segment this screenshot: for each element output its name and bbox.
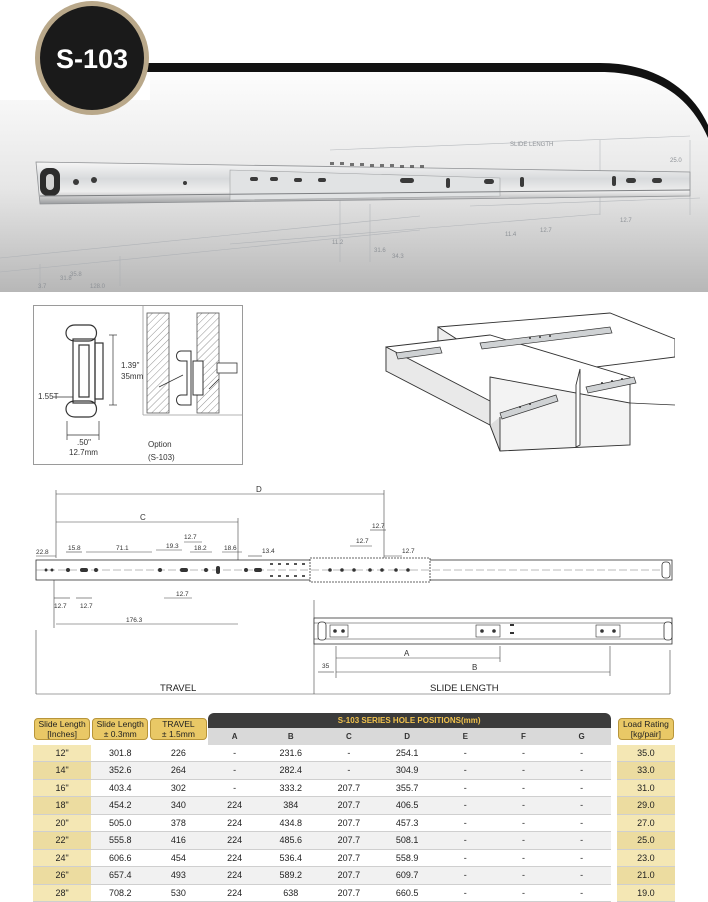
- table-cell-a: 224: [208, 849, 262, 867]
- table-cell-b: 333.2: [262, 779, 320, 797]
- table-cell-load: 35.0: [617, 745, 675, 762]
- table-cell-b: 282.4: [262, 762, 320, 780]
- dim-label: 12.7: [372, 523, 385, 530]
- table-cell-e: -: [436, 832, 494, 850]
- table-cell-inch: 26": [33, 867, 91, 885]
- section-width-mm: 12.7mm: [69, 448, 98, 457]
- table-cell-travel: 493: [149, 867, 207, 885]
- hero-banner: [0, 0, 708, 292]
- hero-dim: 3.7: [38, 284, 47, 290]
- dim-D: D: [256, 485, 262, 494]
- cross-section-panel: [33, 305, 243, 465]
- table-cell-d: 558.9: [378, 849, 436, 867]
- table-cell-mm: 555.8: [91, 832, 149, 850]
- dim-label: 71.1: [116, 545, 129, 552]
- table-cell-load: 21.0: [617, 867, 675, 885]
- table-cell-mm: 403.4: [91, 779, 149, 797]
- table-cell-f: -: [494, 849, 552, 867]
- table-cell-travel: 264: [149, 762, 207, 780]
- header-col-B: B: [262, 728, 320, 745]
- hero-dim: 11.4: [505, 232, 517, 238]
- hero-dim: 128.0: [90, 284, 106, 290]
- table-cell-a: -: [208, 762, 262, 780]
- option-label: Option: [148, 440, 172, 449]
- dim-B: B: [472, 663, 478, 672]
- hero-dim: 34.3: [392, 254, 404, 260]
- table-cell-c: 207.7: [320, 779, 378, 797]
- table-cell-d: 660.5: [378, 884, 436, 902]
- table-cell-travel: 340: [149, 797, 207, 815]
- table-cell-c: 207.7: [320, 849, 378, 867]
- table-cell-a: 224: [208, 797, 262, 815]
- table-cell-e: -: [436, 884, 494, 902]
- header-col-A: A: [208, 728, 262, 745]
- dim-label: 13.4: [262, 548, 275, 555]
- table-cell-travel: 302: [149, 779, 207, 797]
- dim-label: 12.7: [176, 591, 189, 598]
- table-cell-f: -: [494, 745, 552, 762]
- table-cell-d: 508.1: [378, 832, 436, 850]
- table-cell-b: 638: [262, 884, 320, 902]
- model-badge-label: S-103: [55, 44, 129, 74]
- table-cell-inch: 14": [33, 762, 91, 780]
- section-height-in: 1.39": [121, 361, 140, 370]
- table-row: [33, 762, 675, 780]
- dim-label: 22.8: [36, 549, 49, 556]
- table-cell-inch: 28": [33, 884, 91, 902]
- travel-label: TRAVEL: [160, 683, 197, 694]
- table-cell-mm: 606.6: [91, 849, 149, 867]
- table-cell-c: 207.7: [320, 884, 378, 902]
- model-badge: [35, 1, 149, 115]
- table-cell-a: 224: [208, 832, 262, 850]
- table-cell-d: 304.9: [378, 762, 436, 780]
- table-cell-mm: 708.2: [91, 884, 149, 902]
- section-height-mm: 35mm: [121, 372, 144, 381]
- table-cell-inch: 12": [33, 745, 91, 762]
- table-cell-c: -: [320, 745, 378, 762]
- table-row: [33, 814, 675, 832]
- dim-C: C: [140, 513, 146, 522]
- table-cell-c: -: [320, 762, 378, 780]
- table-row: [33, 884, 675, 902]
- table-cell-d: 355.7: [378, 779, 436, 797]
- header-slide-length-inches: Slide Length [Inches]: [34, 718, 90, 740]
- hero-dim: 12.7: [540, 228, 552, 234]
- table-cell-travel: 530: [149, 884, 207, 902]
- dim-label: 12.7: [402, 548, 415, 555]
- table-cell-e: -: [436, 814, 494, 832]
- hero-dim: 11.2: [332, 240, 344, 246]
- table-cell-inch: 18": [33, 797, 91, 815]
- header-col-F: F: [494, 728, 552, 745]
- table-cell-load: 19.0: [617, 884, 675, 902]
- table-cell-f: -: [494, 867, 552, 885]
- table-cell-g: -: [553, 867, 611, 885]
- table-cell-b: 485.6: [262, 832, 320, 850]
- header-col-G: G: [553, 728, 611, 745]
- dim-label: 19.3: [166, 543, 179, 550]
- spec-table: [33, 713, 675, 902]
- drawer-illustration: [380, 305, 675, 465]
- table-cell-mm: 301.8: [91, 745, 149, 762]
- table-cell-e: -: [436, 797, 494, 815]
- table-cell-b: 434.8: [262, 814, 320, 832]
- table-cell-e: -: [436, 745, 494, 762]
- technical-drawing: [30, 480, 680, 695]
- hero-dim: 35.8: [70, 272, 82, 278]
- table-cell-travel: 378: [149, 814, 207, 832]
- table-cell-a: -: [208, 745, 262, 762]
- table-row: [33, 779, 675, 797]
- dim-label: 176.3: [126, 617, 143, 624]
- table-cell-b: 384: [262, 797, 320, 815]
- header-slide-length-mm: Slide Length ± 0.3mm: [92, 718, 148, 740]
- table-cell-a: 224: [208, 884, 262, 902]
- table-cell-c: 207.7: [320, 867, 378, 885]
- table-cell-g: -: [553, 814, 611, 832]
- dim-label: 12.7: [184, 534, 197, 541]
- table-cell-f: -: [494, 797, 552, 815]
- header-travel: TRAVEL ± 1.5mm: [150, 718, 206, 740]
- table-cell-inch: 24": [33, 849, 91, 867]
- header-col-D: D: [378, 728, 436, 745]
- table-cell-inch: 16": [33, 779, 91, 797]
- table-cell-travel: 226: [149, 745, 207, 762]
- table-cell-inch: 20": [33, 814, 91, 832]
- table-cell-f: -: [494, 814, 552, 832]
- table-cell-f: -: [494, 779, 552, 797]
- hero-dim: 25.0: [670, 158, 682, 164]
- table-cell-inch: 22": [33, 832, 91, 850]
- table-cell-g: -: [553, 884, 611, 902]
- dim-label: 12.7: [54, 603, 67, 610]
- dim-label: 15.8: [68, 545, 81, 552]
- table-row: [33, 745, 675, 762]
- section-thickness: 1.55T: [38, 392, 59, 401]
- table-cell-load: 31.0: [617, 779, 675, 797]
- option-model: (S-103): [148, 453, 175, 462]
- table-cell-b: 536.4: [262, 849, 320, 867]
- table-cell-g: -: [553, 762, 611, 780]
- table-cell-g: -: [553, 745, 611, 762]
- section-width-in: .50": [77, 438, 91, 447]
- rail-assembly-bottom: [314, 618, 672, 644]
- header-hole-positions: S-103 SERIES HOLE POSITIONS(mm): [208, 713, 611, 728]
- table-cell-load: 33.0: [617, 762, 675, 780]
- table-cell-a: -: [208, 779, 262, 797]
- table-cell-c: 207.7: [320, 832, 378, 850]
- hero-dim: 31.8: [60, 276, 72, 282]
- table-cell-a: 224: [208, 814, 262, 832]
- table-cell-load: 27.0: [617, 814, 675, 832]
- slide-length-label: SLIDE LENGTH: [430, 683, 499, 694]
- table-cell-b: 231.6: [262, 745, 320, 762]
- table-cell-d: 406.5: [378, 797, 436, 815]
- hero-dim: 12.7: [620, 218, 632, 224]
- dim-label: 35: [322, 663, 330, 670]
- table-cell-g: -: [553, 832, 611, 850]
- table-cell-c: 207.7: [320, 797, 378, 815]
- table-cell-g: -: [553, 779, 611, 797]
- table-cell-d: 457.3: [378, 814, 436, 832]
- table-cell-load: 25.0: [617, 832, 675, 850]
- table-cell-e: -: [436, 849, 494, 867]
- table-cell-load: 23.0: [617, 849, 675, 867]
- table-cell-f: -: [494, 762, 552, 780]
- header-load-rating: Load Rating [kg/pair]: [618, 718, 674, 740]
- rail-assembly-top: [36, 558, 672, 582]
- dim-label: 12.7: [356, 538, 369, 545]
- table-cell-g: -: [553, 797, 611, 815]
- table-cell-travel: 454: [149, 849, 207, 867]
- table-cell-d: 254.1: [378, 745, 436, 762]
- table-cell-f: -: [494, 884, 552, 902]
- table-cell-e: -: [436, 762, 494, 780]
- table-cell-c: 207.7: [320, 814, 378, 832]
- table-row: [33, 832, 675, 850]
- header-col-E: E: [436, 728, 494, 745]
- table-cell-b: 589.2: [262, 867, 320, 885]
- table-cell-e: -: [436, 779, 494, 797]
- table-cell-e: -: [436, 867, 494, 885]
- table-cell-g: -: [553, 849, 611, 867]
- table-cell-mm: 657.4: [91, 867, 149, 885]
- table-cell-a: 224: [208, 867, 262, 885]
- table-cell-mm: 505.0: [91, 814, 149, 832]
- table-cell-mm: 352.6: [91, 762, 149, 780]
- dim-A: A: [404, 649, 410, 658]
- table-row: [33, 867, 675, 885]
- hero-slide-length-label: SLIDE LENGTH: [510, 142, 554, 148]
- dim-label: 18.6: [224, 545, 237, 552]
- table-cell-travel: 416: [149, 832, 207, 850]
- table-row: [33, 797, 675, 815]
- table-cell-load: 29.0: [617, 797, 675, 815]
- table-cell-d: 609.7: [378, 867, 436, 885]
- table-row: [33, 849, 675, 867]
- table-cell-mm: 454.2: [91, 797, 149, 815]
- hero-dim: 31.6: [374, 248, 386, 254]
- table-cell-f: -: [494, 832, 552, 850]
- header-col-C: C: [320, 728, 378, 745]
- dim-label: 18.2: [194, 545, 207, 552]
- dim-label: 12.7: [80, 603, 93, 610]
